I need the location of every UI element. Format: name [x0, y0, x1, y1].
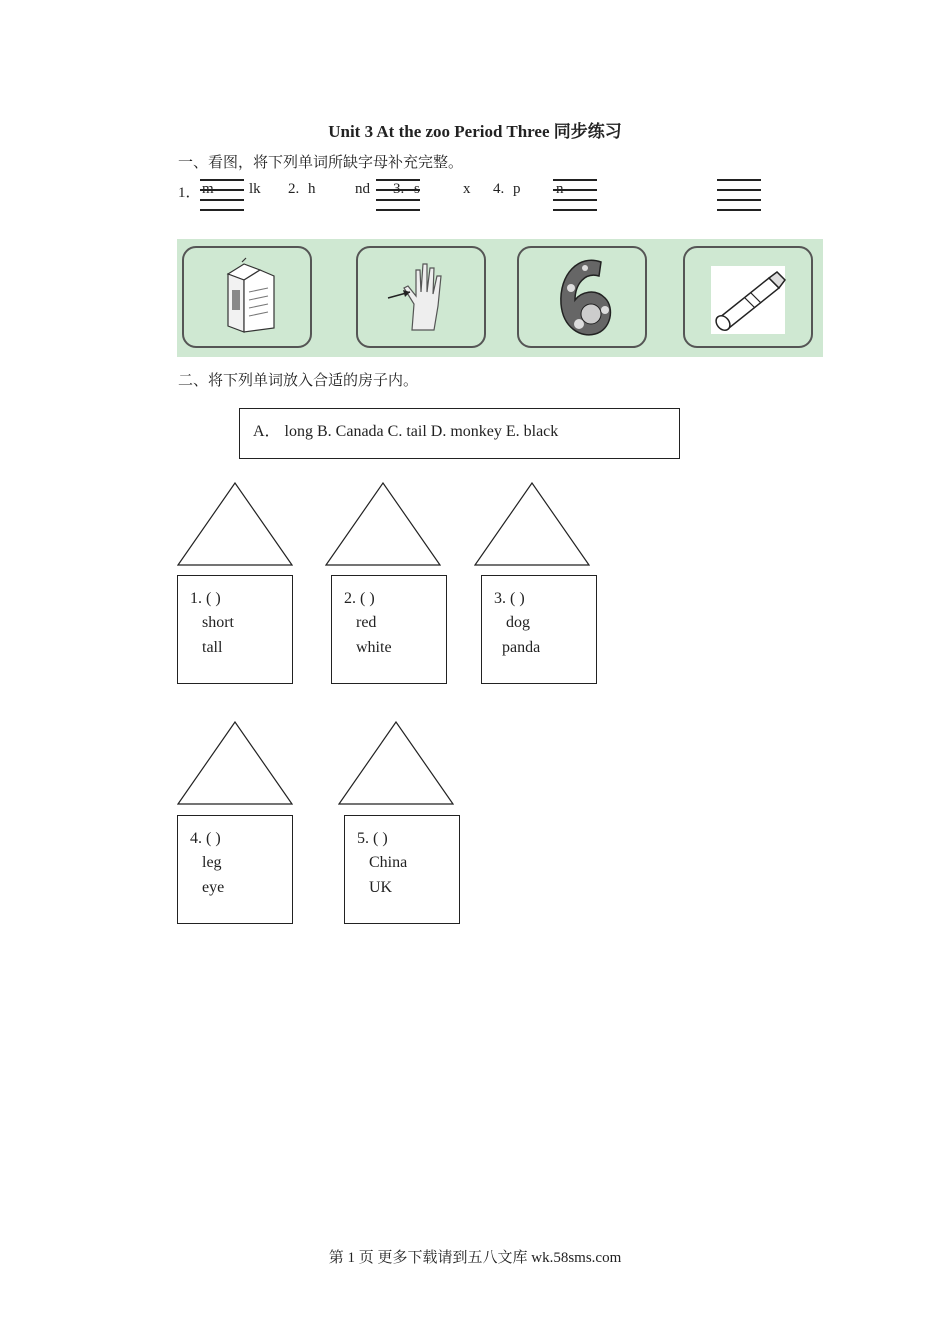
house-2-answer[interactable]: 2. ( ): [344, 590, 375, 607]
item4-number: 4.: [493, 181, 505, 197]
house-roof-2: [325, 482, 441, 566]
house-1: [177, 575, 293, 684]
item4-suffix: n: [556, 181, 564, 197]
house-1-word-1: short: [202, 614, 234, 631]
word-bank: A． long B. Canada C. tail D. monkey E. black: [239, 408, 680, 459]
house-1-answer[interactable]: 1. ( ): [190, 590, 221, 607]
house-5-word-2: UK: [369, 879, 393, 896]
house-4-answer[interactable]: 4. ( ): [190, 830, 221, 847]
house-3: [481, 575, 597, 684]
house-roof-3: [474, 482, 590, 566]
number-six-card: [517, 246, 647, 348]
item1-suffix: lk: [249, 181, 261, 197]
house-3-word-1: dog: [506, 614, 530, 631]
picture-strip: [177, 239, 823, 357]
house-5-answer[interactable]: 5. ( ): [357, 830, 388, 847]
house-4-word-2: eye: [202, 879, 225, 896]
house-roof-5: [338, 721, 454, 805]
milk-carton-icon: [184, 248, 310, 346]
house-roof-4: [177, 721, 293, 805]
house-2: [331, 575, 447, 684]
item3-prefix: s: [414, 181, 420, 197]
item1-number: 1．: [178, 185, 201, 201]
house-3-word-2: panda: [502, 639, 541, 656]
house-5-word-1: China: [369, 854, 408, 871]
item2-number: 2.: [288, 181, 300, 197]
section1-heading: 一、看图，将下列单词所缺字母补充完整。: [178, 155, 464, 171]
item1-prefix: m: [202, 181, 214, 197]
hand-card: [356, 246, 486, 348]
item3-number: 3.: [393, 181, 405, 197]
page-footer: 第 1 页 更多下载请到五八文库 wk.58sms.com: [328, 1250, 622, 1266]
item3-suffix: x: [463, 181, 471, 197]
house-5: [344, 815, 460, 924]
house-1-word-2: tall: [202, 639, 223, 656]
item2-suffix: nd: [355, 181, 370, 197]
item2-prefix: h: [308, 181, 316, 197]
house-2-word-1: red: [356, 614, 377, 631]
number-six-icon: [519, 248, 645, 346]
house-4-word-1: leg: [202, 854, 222, 871]
item4-prefix: p: [513, 181, 521, 197]
section2-heading: 二、将下列单词放入合适的房子内。: [178, 373, 419, 389]
pen-icon: [685, 248, 811, 346]
house-4: [177, 815, 293, 924]
milk-carton-card: [182, 246, 312, 348]
house-2-word-2: white: [356, 639, 392, 656]
house-3-answer[interactable]: 3. ( ): [494, 590, 525, 607]
page-title: Unit 3 At the zoo Period Three 同步练习: [328, 122, 622, 141]
hand-icon: [358, 248, 484, 346]
pen-card: [683, 246, 813, 348]
house-roof-1: [177, 482, 293, 566]
